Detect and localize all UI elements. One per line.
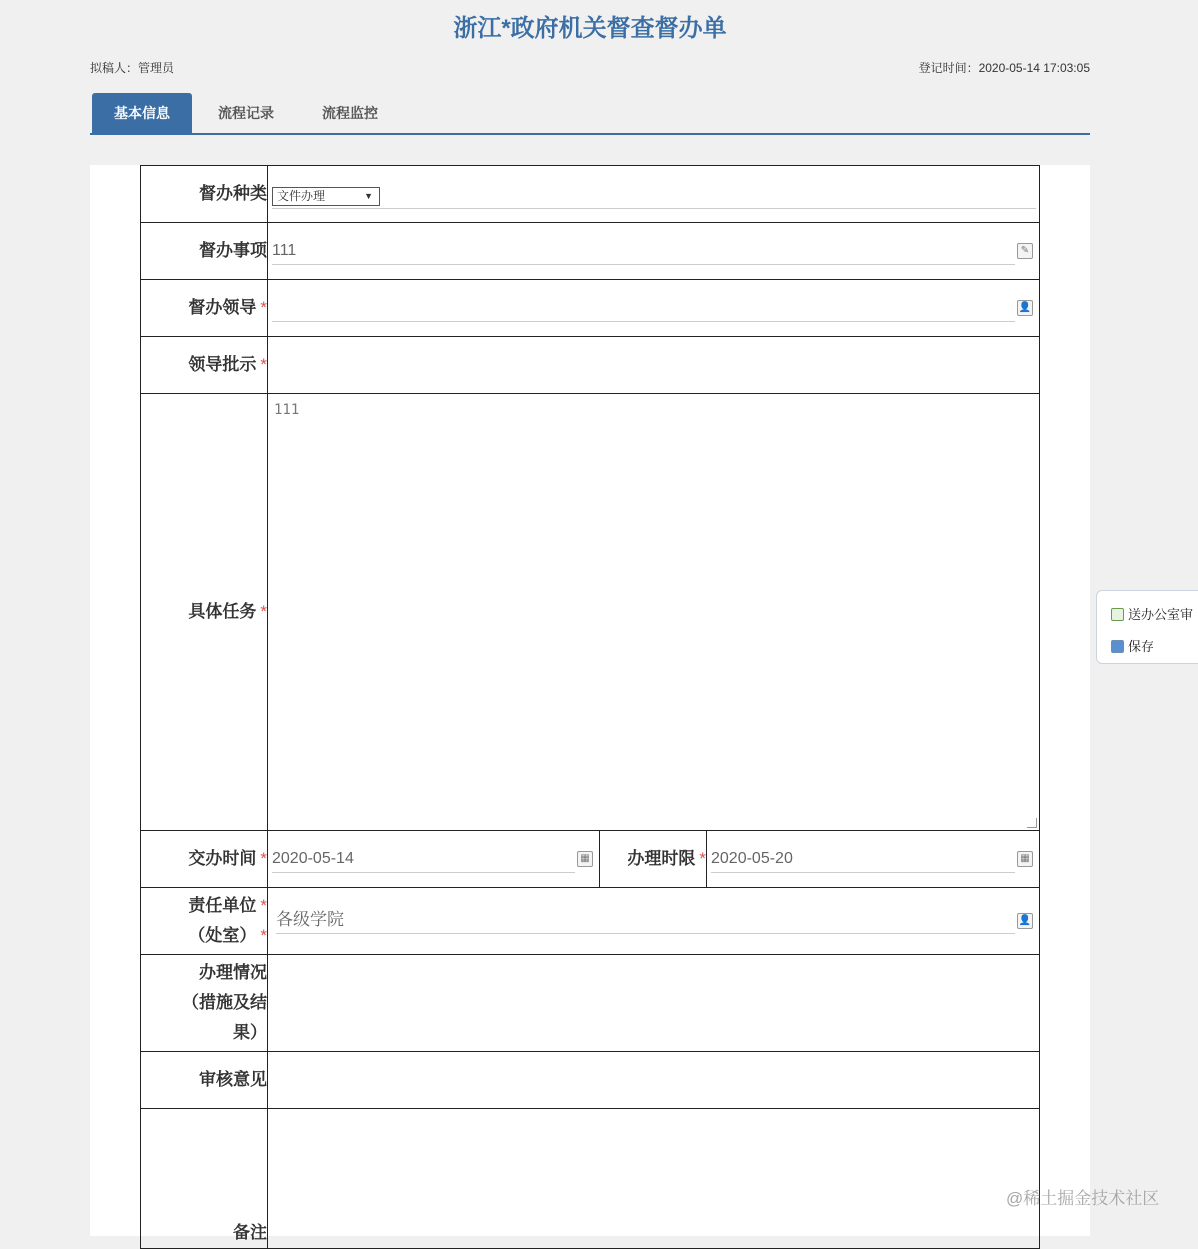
register-time: 登记时间：2020-05-14 17:03:05 xyxy=(918,61,1090,75)
instruction-label: 领导批示 * xyxy=(141,337,268,394)
save-icon xyxy=(1111,640,1124,653)
tab-process-record[interactable]: 流程记录 xyxy=(218,105,274,121)
remark-label: 备注 xyxy=(141,1109,268,1249)
instruction-input[interactable] xyxy=(268,337,1040,394)
send-office-review-button[interactable]: 送办公室审 xyxy=(1111,605,1193,625)
unit-label: 责任单位 * （处室） * xyxy=(141,888,268,955)
leader-label: 督办领导 * xyxy=(141,280,268,337)
tab-bar xyxy=(90,93,1090,135)
tab-basic-info[interactable]: 基本信息 xyxy=(92,93,192,133)
task-label: 具体任务 * xyxy=(141,394,268,831)
progress-input[interactable] xyxy=(268,955,1040,1052)
progress-label: 办理情况 （措施及结 果） xyxy=(141,955,268,1052)
calendar-icon[interactable]: ▦ xyxy=(577,851,593,867)
category-select[interactable]: 文件办理 ▼ xyxy=(272,187,380,206)
edit-icon[interactable]: ✎ xyxy=(1017,243,1033,259)
deadline-input[interactable]: 2020-05-20 xyxy=(711,845,1015,873)
leader-cell xyxy=(268,280,1040,337)
review-label: 审核意见 xyxy=(141,1052,268,1109)
task-cell xyxy=(268,394,1040,831)
task-textarea[interactable]: 111 xyxy=(274,402,300,418)
page-title: 浙江*政府机关督查督办单 xyxy=(453,15,727,42)
save-button[interactable]: 保存 xyxy=(1111,637,1154,657)
matter-label: 督办事项 xyxy=(141,223,268,280)
assign-date-cell xyxy=(268,831,600,888)
user-picker-icon[interactable]: 👤 xyxy=(1017,913,1033,929)
drafter-info: 拟稿人：管理员 xyxy=(90,61,175,75)
deadline-cell xyxy=(707,831,1040,888)
matter-cell xyxy=(268,223,1040,280)
calendar-icon[interactable]: ▦ xyxy=(1017,851,1033,867)
resize-handle-icon[interactable] xyxy=(1027,818,1037,828)
form-panel xyxy=(90,165,1090,1242)
watermark: @稀土掘金技术社区 xyxy=(1006,1189,1160,1208)
dropdown-arrow-icon: ▼ xyxy=(364,191,373,201)
unit-cell xyxy=(268,888,1040,955)
assign-date-input[interactable]: 2020-05-14 xyxy=(272,845,575,873)
review-input[interactable] xyxy=(268,1052,1040,1109)
user-picker-icon[interactable]: 👤 xyxy=(1017,300,1033,316)
matter-input[interactable]: 111 xyxy=(272,237,1015,265)
assign-date-label: 交办时间 * xyxy=(141,831,268,888)
supervision-form xyxy=(140,165,1040,1249)
tab-process-monitor[interactable]: 流程监控 xyxy=(322,105,378,121)
category-cell xyxy=(268,166,1040,223)
side-action-panel xyxy=(1096,590,1198,664)
category-underline xyxy=(272,208,1036,209)
category-label: 督办种类 xyxy=(141,166,268,223)
leader-input[interactable] xyxy=(272,294,1015,322)
deadline-label: 办理时限 * xyxy=(600,831,707,888)
remark-input[interactable] xyxy=(268,1109,1040,1249)
unit-input[interactable]: 各级学院 xyxy=(276,906,1015,934)
send-icon xyxy=(1111,608,1124,621)
